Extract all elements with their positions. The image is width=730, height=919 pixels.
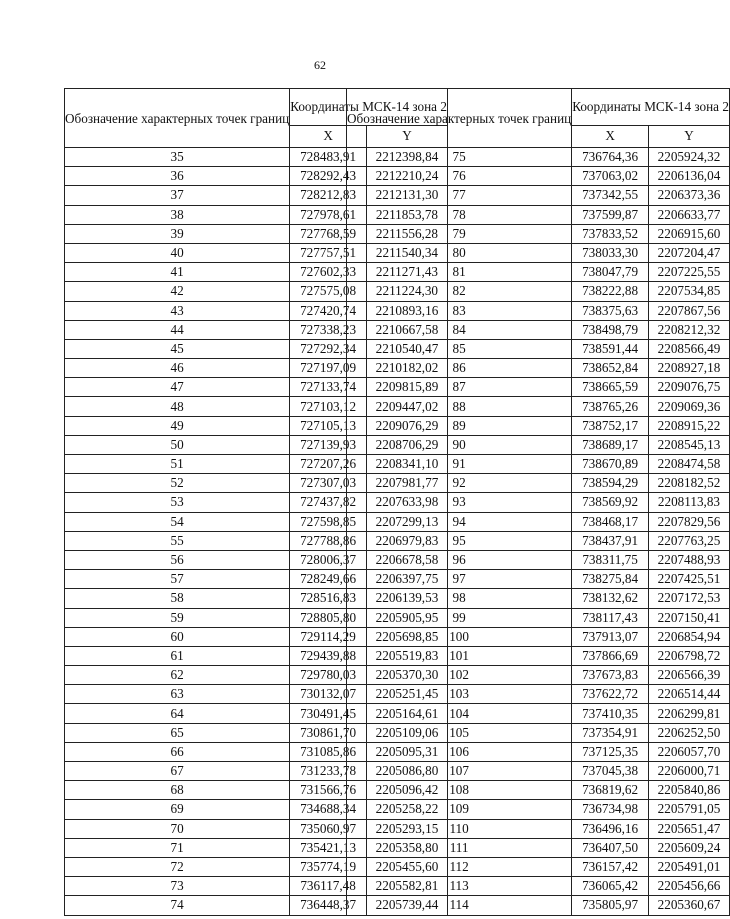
table-row (347, 627, 730, 646)
table-row (347, 167, 730, 186)
table-row (347, 224, 730, 243)
y-coordinate-cell: 2205358,80 (366, 838, 447, 857)
x-coordinate-cell: 738569,92 (572, 493, 649, 512)
point-number-cell: 40 (65, 243, 290, 262)
table-row (347, 723, 730, 742)
x-coordinate-cell: 727133,74 (290, 378, 367, 397)
y-coordinate-cell: 2205455,60 (366, 857, 447, 876)
y-coordinate-cell: 2207633,98 (366, 493, 447, 512)
y-coordinate-cell: 2205905,95 (366, 608, 447, 627)
table-row (347, 666, 730, 685)
coordinates-group-header: Координаты МСК-14 зона 2 (572, 89, 730, 126)
x-coordinate-cell: 736819,62 (572, 781, 649, 800)
y-coordinate-cell: 2205739,44 (366, 896, 447, 915)
y-coordinate-cell: 2207150,41 (648, 608, 729, 627)
point-number-cell: 72 (65, 857, 290, 876)
x-coordinate-cell: 729780,03 (290, 666, 367, 685)
table-row (347, 378, 730, 397)
x-coordinate-cell: 729439,88 (290, 646, 367, 665)
point-number-cell: 65 (65, 723, 290, 742)
point-number-cell: 92 (347, 474, 572, 493)
x-coordinate-cell: 727292,34 (290, 339, 367, 358)
table-row (347, 762, 730, 781)
point-number-cell: 48 (65, 397, 290, 416)
x-coordinate-cell: 736448,37 (290, 896, 367, 915)
y-coordinate-cell: 2208212,32 (648, 320, 729, 339)
x-coordinate-cell: 730132,07 (290, 685, 367, 704)
table-row (347, 800, 730, 819)
point-number-cell: 51 (65, 455, 290, 474)
x-coordinate-cell: 728292,43 (290, 167, 367, 186)
point-number-cell: 107 (347, 762, 572, 781)
table-row (347, 493, 730, 512)
table-row (347, 742, 730, 761)
table-row (347, 474, 730, 493)
x-coordinate-cell: 727420,74 (290, 301, 367, 320)
point-number-cell: 49 (65, 416, 290, 435)
point-number-cell: 63 (65, 685, 290, 704)
x-coordinate-cell: 738033,30 (572, 243, 649, 262)
coordinates-table-right (346, 88, 730, 916)
table-row (347, 646, 730, 665)
point-number-cell: 88 (347, 397, 572, 416)
point-number-cell: 76 (347, 167, 572, 186)
y-coordinate-cell: 2207204,47 (648, 243, 729, 262)
point-number-cell: 39 (65, 224, 290, 243)
point-number-cell: 52 (65, 474, 290, 493)
point-label-header: Обозначение характерных точек границ (347, 89, 572, 148)
x-coordinate-cell: 738752,17 (572, 416, 649, 435)
point-number-cell: 42 (65, 282, 290, 301)
y-coordinate-cell: 2210893,16 (366, 301, 447, 320)
y-coordinate-cell: 2207488,93 (648, 550, 729, 569)
x-column-header: X (572, 125, 649, 147)
y-coordinate-cell: 2208474,58 (648, 455, 729, 474)
table-row (347, 455, 730, 474)
y-coordinate-cell: 2205491,01 (648, 857, 729, 876)
table-row (347, 857, 730, 876)
table-row (347, 186, 730, 205)
table-row (347, 339, 730, 358)
y-coordinate-cell: 2205164,61 (366, 704, 447, 723)
table-row (347, 243, 730, 262)
point-number-cell: 74 (65, 896, 290, 915)
x-coordinate-cell: 734688,34 (290, 800, 367, 819)
table-row (347, 838, 730, 857)
y-coordinate-cell: 2207534,85 (648, 282, 729, 301)
y-coordinate-cell: 2209447,02 (366, 397, 447, 416)
x-coordinate-cell: 728249,66 (290, 570, 367, 589)
point-number-cell: 66 (65, 742, 290, 761)
point-label-header: Обозначение характерных точек границ (65, 89, 290, 148)
table-row (347, 301, 730, 320)
point-number-cell: 78 (347, 205, 572, 224)
point-number-cell: 86 (347, 359, 572, 378)
y-coordinate-cell: 2205096,42 (366, 781, 447, 800)
point-number-cell: 45 (65, 339, 290, 358)
point-number-cell: 110 (347, 819, 572, 838)
y-coordinate-cell: 2205293,15 (366, 819, 447, 838)
y-coordinate-cell: 2206979,83 (366, 531, 447, 550)
table-row (347, 263, 730, 282)
point-number-cell: 41 (65, 263, 290, 282)
y-coordinate-cell: 2205791,05 (648, 800, 729, 819)
point-number-cell: 57 (65, 570, 290, 589)
y-coordinate-cell: 2205109,06 (366, 723, 447, 742)
point-number-cell: 96 (347, 550, 572, 569)
x-coordinate-cell: 727307,03 (290, 474, 367, 493)
y-coordinate-cell: 2207225,55 (648, 263, 729, 282)
point-number-cell: 47 (65, 378, 290, 397)
x-coordinate-cell: 728006,37 (290, 550, 367, 569)
point-number-cell: 62 (65, 666, 290, 685)
x-coordinate-cell: 736734,98 (572, 800, 649, 819)
x-coordinate-cell: 737342,55 (572, 186, 649, 205)
y-coordinate-cell: 2206000,71 (648, 762, 729, 781)
table-row (347, 397, 730, 416)
x-coordinate-cell: 731233,78 (290, 762, 367, 781)
x-coordinate-cell: 735060,97 (290, 819, 367, 838)
point-number-cell: 98 (347, 589, 572, 608)
y-coordinate-cell: 2207172,53 (648, 589, 729, 608)
y-coordinate-cell: 2209815,89 (366, 378, 447, 397)
x-coordinate-cell: 738665,59 (572, 378, 649, 397)
x-coordinate-cell: 727207,26 (290, 455, 367, 474)
x-coordinate-cell: 735774,19 (290, 857, 367, 876)
point-number-cell: 43 (65, 301, 290, 320)
x-coordinate-cell: 735805,97 (572, 896, 649, 915)
table-row (347, 416, 730, 435)
y-coordinate-cell: 2207867,56 (648, 301, 729, 320)
x-coordinate-cell: 728212,83 (290, 186, 367, 205)
y-coordinate-cell: 2210667,58 (366, 320, 447, 339)
point-number-cell: 111 (347, 838, 572, 857)
x-coordinate-cell: 727139,93 (290, 435, 367, 454)
point-number-cell: 113 (347, 877, 572, 896)
point-number-cell: 108 (347, 781, 572, 800)
y-coordinate-cell: 2208341,10 (366, 455, 447, 474)
x-coordinate-cell: 738670,89 (572, 455, 649, 474)
point-number-cell: 102 (347, 666, 572, 685)
point-number-cell: 100 (347, 627, 572, 646)
point-number-cell: 87 (347, 378, 572, 397)
y-coordinate-cell: 2211540,34 (366, 243, 447, 262)
point-number-cell: 80 (347, 243, 572, 262)
table-row (347, 685, 730, 704)
point-number-cell: 53 (65, 493, 290, 512)
coordinates-group-header: Координаты МСК-14 зона 2 (290, 89, 448, 126)
y-coordinate-cell: 2207299,13 (366, 512, 447, 531)
x-coordinate-cell: 727575,08 (290, 282, 367, 301)
x-coordinate-cell: 737673,83 (572, 666, 649, 685)
y-coordinate-cell: 2206854,94 (648, 627, 729, 646)
point-number-cell: 85 (347, 339, 572, 358)
y-coordinate-cell: 2205370,30 (366, 666, 447, 685)
point-number-cell: 82 (347, 282, 572, 301)
x-coordinate-cell: 736764,36 (572, 148, 649, 167)
y-coordinate-cell: 2212210,24 (366, 167, 447, 186)
point-number-cell: 105 (347, 723, 572, 742)
point-number-cell: 64 (65, 704, 290, 723)
y-coordinate-cell: 2206514,44 (648, 685, 729, 704)
y-coordinate-cell: 2207763,25 (648, 531, 729, 550)
x-coordinate-cell: 736496,16 (572, 819, 649, 838)
y-coordinate-cell: 2206373,36 (648, 186, 729, 205)
y-coordinate-cell: 2206252,50 (648, 723, 729, 742)
x-coordinate-cell: 738594,29 (572, 474, 649, 493)
point-number-cell: 44 (65, 320, 290, 339)
x-coordinate-cell: 730491,45 (290, 704, 367, 723)
y-coordinate-cell: 2206798,72 (648, 646, 729, 665)
table-row (347, 570, 730, 589)
point-number-cell: 94 (347, 512, 572, 531)
point-number-cell: 106 (347, 742, 572, 761)
point-number-cell: 59 (65, 608, 290, 627)
point-number-cell: 83 (347, 301, 572, 320)
y-coordinate-cell: 2211271,43 (366, 263, 447, 282)
y-coordinate-cell: 2209069,36 (648, 397, 729, 416)
y-coordinate-cell: 2205258,22 (366, 800, 447, 819)
y-coordinate-cell: 2211556,28 (366, 224, 447, 243)
table-row (347, 704, 730, 723)
x-coordinate-cell: 728805,80 (290, 608, 367, 627)
y-coordinate-cell: 2205251,45 (366, 685, 447, 704)
point-number-cell: 36 (65, 167, 290, 186)
point-number-cell: 101 (347, 646, 572, 665)
y-coordinate-cell: 2208113,83 (648, 493, 729, 512)
point-number-cell: 91 (347, 455, 572, 474)
y-coordinate-cell: 2205519,83 (366, 646, 447, 665)
point-number-cell: 70 (65, 819, 290, 838)
x-coordinate-cell: 729114,29 (290, 627, 367, 646)
y-coordinate-cell: 2205651,47 (648, 819, 729, 838)
point-number-cell: 56 (65, 550, 290, 569)
y-coordinate-cell: 2209076,75 (648, 378, 729, 397)
x-coordinate-cell: 727788,86 (290, 531, 367, 550)
x-coordinate-cell: 728483,91 (290, 148, 367, 167)
point-number-cell: 109 (347, 800, 572, 819)
y-coordinate-cell: 2206915,60 (648, 224, 729, 243)
table-row (347, 531, 730, 550)
y-coordinate-cell: 2205582,81 (366, 877, 447, 896)
x-coordinate-cell: 727757,51 (290, 243, 367, 262)
x-coordinate-cell: 735421,13 (290, 838, 367, 857)
table-row (347, 781, 730, 800)
x-coordinate-cell: 738498,79 (572, 320, 649, 339)
point-number-cell: 84 (347, 320, 572, 339)
table-row (347, 589, 730, 608)
y-coordinate-cell: 2212131,30 (366, 186, 447, 205)
x-coordinate-cell: 727978,61 (290, 205, 367, 224)
x-coordinate-cell: 727103,12 (290, 397, 367, 416)
y-coordinate-cell: 2210182,02 (366, 359, 447, 378)
y-coordinate-cell: 2206633,77 (648, 205, 729, 224)
y-coordinate-cell: 2206678,58 (366, 550, 447, 569)
y-coordinate-cell: 2208915,22 (648, 416, 729, 435)
y-coordinate-cell: 2205924,32 (648, 148, 729, 167)
point-number-cell: 55 (65, 531, 290, 550)
table-row (347, 896, 730, 915)
x-coordinate-cell: 738311,75 (572, 550, 649, 569)
point-number-cell: 61 (65, 646, 290, 665)
y-coordinate-cell: 2207425,51 (648, 570, 729, 589)
table-row (347, 435, 730, 454)
y-coordinate-cell: 2206397,75 (366, 570, 447, 589)
point-number-cell: 79 (347, 224, 572, 243)
y-coordinate-cell: 2209076,29 (366, 416, 447, 435)
y-coordinate-cell: 2206139,53 (366, 589, 447, 608)
table-row (347, 512, 730, 531)
point-number-cell: 90 (347, 435, 572, 454)
point-number-cell: 60 (65, 627, 290, 646)
x-coordinate-cell: 738132,62 (572, 589, 649, 608)
x-coordinate-cell: 737833,52 (572, 224, 649, 243)
point-number-cell: 77 (347, 186, 572, 205)
x-coordinate-cell: 738652,84 (572, 359, 649, 378)
x-column-header: X (290, 125, 367, 147)
y-coordinate-cell: 2207981,77 (366, 474, 447, 493)
x-coordinate-cell: 737599,87 (572, 205, 649, 224)
x-coordinate-cell: 738765,26 (572, 397, 649, 416)
point-number-cell: 37 (65, 186, 290, 205)
y-coordinate-cell: 2206299,81 (648, 704, 729, 723)
point-number-cell: 89 (347, 416, 572, 435)
y-coordinate-cell: 2208706,29 (366, 435, 447, 454)
x-coordinate-cell: 737354,91 (572, 723, 649, 742)
y-coordinate-cell: 2212398,84 (366, 148, 447, 167)
y-coordinate-cell: 2207829,56 (648, 512, 729, 531)
point-number-cell: 73 (65, 877, 290, 896)
x-coordinate-cell: 736407,50 (572, 838, 649, 857)
point-number-cell: 35 (65, 148, 290, 167)
x-coordinate-cell: 737125,35 (572, 742, 649, 761)
point-number-cell: 114 (347, 896, 572, 915)
y-coordinate-cell: 2205086,80 (366, 762, 447, 781)
coordinates-table-body (347, 148, 730, 916)
x-coordinate-cell: 737063,02 (572, 167, 649, 186)
x-coordinate-cell: 738222,88 (572, 282, 649, 301)
point-number-cell: 75 (347, 148, 572, 167)
x-coordinate-cell: 727602,33 (290, 263, 367, 282)
y-coordinate-cell: 2208927,18 (648, 359, 729, 378)
point-number-cell: 81 (347, 263, 572, 282)
x-coordinate-cell: 737866,69 (572, 646, 649, 665)
x-coordinate-cell: 738275,84 (572, 570, 649, 589)
point-number-cell: 103 (347, 685, 572, 704)
point-number-cell: 97 (347, 570, 572, 589)
table-row (347, 608, 730, 627)
point-number-cell: 99 (347, 608, 572, 627)
point-number-cell: 68 (65, 781, 290, 800)
y-coordinate-cell: 2210540,47 (366, 339, 447, 358)
x-coordinate-cell: 738689,17 (572, 435, 649, 454)
y-coordinate-cell: 2205840,86 (648, 781, 729, 800)
x-coordinate-cell: 737045,38 (572, 762, 649, 781)
point-number-cell: 104 (347, 704, 572, 723)
x-coordinate-cell: 738047,79 (572, 263, 649, 282)
y-coordinate-cell: 2205360,67 (648, 896, 729, 915)
y-coordinate-cell: 2206136,04 (648, 167, 729, 186)
point-number-cell: 112 (347, 857, 572, 876)
point-number-cell: 95 (347, 531, 572, 550)
point-number-cell: 69 (65, 800, 290, 819)
table-row (347, 205, 730, 224)
table-row (347, 877, 730, 896)
x-coordinate-cell: 731085,86 (290, 742, 367, 761)
x-coordinate-cell: 731566,76 (290, 781, 367, 800)
y-coordinate-cell: 2205698,85 (366, 627, 447, 646)
y-coordinate-cell: 2208566,49 (648, 339, 729, 358)
x-coordinate-cell: 727105,13 (290, 416, 367, 435)
table-row (347, 320, 730, 339)
table-row (347, 550, 730, 569)
y-column-header: Y (366, 125, 447, 147)
y-coordinate-cell: 2208182,52 (648, 474, 729, 493)
y-column-header: Y (648, 125, 729, 147)
x-coordinate-cell: 727598,85 (290, 512, 367, 531)
x-coordinate-cell: 737410,35 (572, 704, 649, 723)
x-coordinate-cell: 737913,07 (572, 627, 649, 646)
x-coordinate-cell: 738468,17 (572, 512, 649, 531)
point-number-cell: 58 (65, 589, 290, 608)
x-coordinate-cell: 727437,82 (290, 493, 367, 512)
y-coordinate-cell: 2205609,24 (648, 838, 729, 857)
point-number-cell: 67 (65, 762, 290, 781)
x-coordinate-cell: 727338,23 (290, 320, 367, 339)
point-number-cell: 71 (65, 838, 290, 857)
x-coordinate-cell: 738591,44 (572, 339, 649, 358)
x-coordinate-cell: 736065,42 (572, 877, 649, 896)
x-coordinate-cell: 736117,48 (290, 877, 367, 896)
point-number-cell: 54 (65, 512, 290, 531)
point-number-cell: 93 (347, 493, 572, 512)
x-coordinate-cell: 738117,43 (572, 608, 649, 627)
x-coordinate-cell: 727768,59 (290, 224, 367, 243)
x-coordinate-cell: 730861,70 (290, 723, 367, 742)
table-row (347, 359, 730, 378)
y-coordinate-cell: 2206566,39 (648, 666, 729, 685)
y-coordinate-cell: 2211853,78 (366, 205, 447, 224)
point-number-cell: 38 (65, 205, 290, 224)
y-coordinate-cell: 2206057,70 (648, 742, 729, 761)
x-coordinate-cell: 738437,91 (572, 531, 649, 550)
y-coordinate-cell: 2211224,30 (366, 282, 447, 301)
table-row (347, 819, 730, 838)
point-number-cell: 46 (65, 359, 290, 378)
point-number-cell: 50 (65, 435, 290, 454)
x-coordinate-cell: 737622,72 (572, 685, 649, 704)
page-number: 62 (314, 58, 326, 72)
table-row (347, 282, 730, 301)
x-coordinate-cell: 728516,83 (290, 589, 367, 608)
x-coordinate-cell: 727197,09 (290, 359, 367, 378)
y-coordinate-cell: 2205456,66 (648, 877, 729, 896)
x-coordinate-cell: 738375,63 (572, 301, 649, 320)
y-coordinate-cell: 2205095,31 (366, 742, 447, 761)
table-row (347, 148, 730, 167)
x-coordinate-cell: 736157,42 (572, 857, 649, 876)
y-coordinate-cell: 2208545,13 (648, 435, 729, 454)
